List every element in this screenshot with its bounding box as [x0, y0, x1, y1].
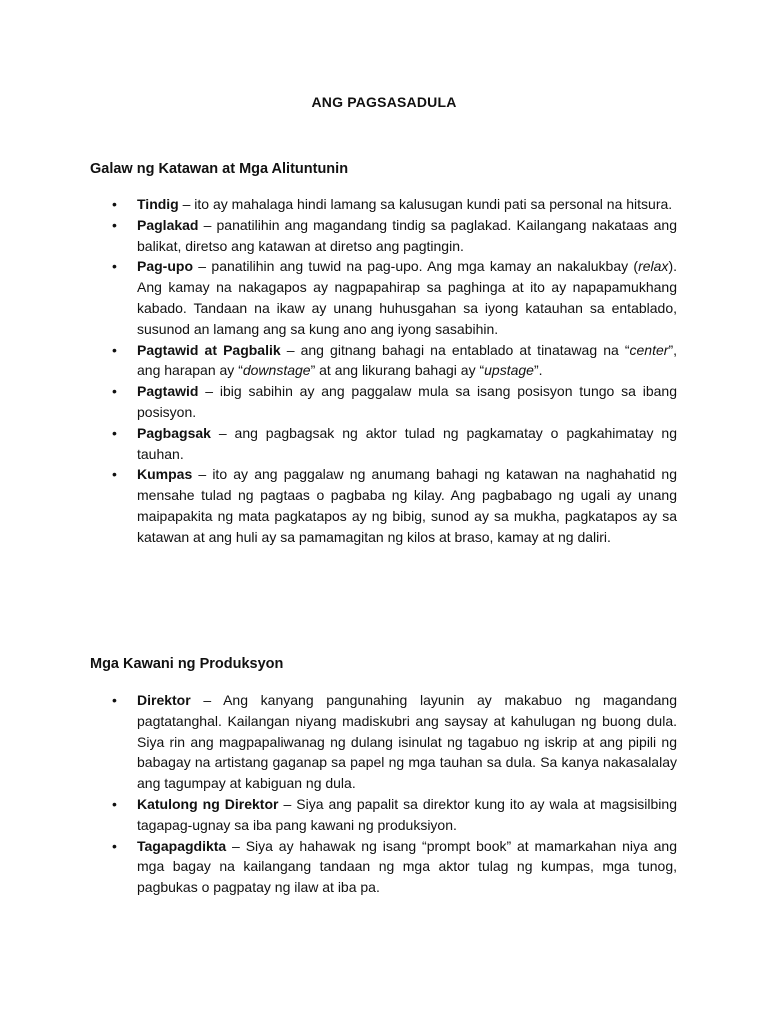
bullet-icon: •	[112, 466, 117, 483]
list-item-text: – panatilihin ang magandang tindig sa paglakad. Kailangang nakataas ang balikat, diretso ang katawan at diretso ang pagtingin.	[137, 216, 677, 254]
list-item-text: – ibig sabihin ay ang paggalaw mula sa isang posisyon tungo sa ibang posisyon.	[137, 383, 677, 420]
list-item-emphasis: upstage	[484, 362, 534, 379]
list-item-text: ”.	[533, 362, 543, 379]
bullet-icon: •	[112, 692, 117, 708]
list-item	[112, 256, 677, 339]
list-item-emphasis: downstage	[242, 362, 311, 379]
bullet-icon: •	[112, 383, 117, 400]
section-heading-galaw: Galaw ng Katawan at Mga Alituntunin	[90, 161, 349, 177]
bullet-icon: •	[112, 341, 117, 358]
list-item-text: – ito ay mahalaga hindi lamang sa kalusugan kundi pati sa personal na hitsura.	[178, 196, 673, 212]
section-heading-kawani: Mga Kawani ng Produksyon	[90, 656, 284, 672]
list-item	[112, 423, 677, 465]
list-item-text: ”, ang harapan ay “	[137, 341, 677, 379]
bullet-icon: •	[112, 837, 117, 854]
list-item-term: Kumpas	[137, 466, 193, 483]
list-item-term: Tindig	[137, 196, 179, 212]
list-item-text: – ang gitnang bahagi na entablado at tinatawag na “	[280, 341, 630, 358]
bullet-icon: •	[112, 196, 117, 212]
list-item-term: Tagapagdikta	[137, 837, 227, 854]
list-item-text: – panatilihin ang tuwid na pag-upo. Ang mga kamay an nakalukbay (	[193, 258, 639, 275]
list-item-text: – Siya ang papalit sa direktor kung ito ay wala at magsisilbing tagapag-ugnay sa iba pang kawani ng produksiyon.	[137, 795, 677, 833]
list-item-text: ” at ang likurang bahagi ay “	[310, 362, 485, 379]
bullet-icon: •	[112, 424, 117, 441]
list-item	[112, 690, 677, 794]
bullet-icon: •	[112, 258, 117, 275]
page-title: ANG PAGSASADULA	[311, 94, 457, 110]
galaw-list	[112, 194, 677, 548]
list-item-term: Paglakad	[137, 216, 199, 233]
list-item	[112, 340, 677, 382]
list-item-term: Pag-upo	[137, 258, 193, 275]
list-item	[112, 836, 677, 898]
list-item-term: Katulong ng Direktor	[137, 795, 279, 812]
list-item-term: Direktor	[137, 692, 191, 708]
list-item-emphasis: center	[629, 341, 669, 358]
list-item	[112, 381, 677, 423]
list-item-term: Pagbagsak	[137, 424, 211, 441]
list-item	[112, 794, 677, 836]
list-item-text: – ang pagbagsak ng aktor tulad ng pagkamatay o pagkahimatay ng tauhan.	[137, 424, 677, 462]
list-item	[112, 194, 677, 215]
list-item-term: Pagtawid	[137, 383, 199, 400]
bullet-icon: •	[112, 216, 117, 233]
list-item-term: Pagtawid at Pagbalik	[137, 341, 281, 358]
list-item-text: – Ang kanyang pangunahing layunin ay makabuo ng magandang pagtatanghal. Kailangan niyang madiskubri ang saysay at kahulugan ng buong dula. Siya rin ang magpapaliwanag ng dulang isinulat ng tagabuo ng iskrip at ang pipili ng babagay na artistang gaganap sa papel ng mga tauhan sa dula. Sa kanya nakasalalay ang tagumpay at kabiguan ng dula.	[137, 692, 677, 792]
kawani-list	[112, 690, 677, 898]
bullet-icon: •	[112, 795, 117, 812]
list-item-text: – Siya ay hahawak ng isang “prompt book” at mamarkahan niya ang mga bagay na kailangang tandaan ng mga aktor tulag ng kumpas, mga tunog, pagbukas o pagpatay ng ilaw at iba pa.	[137, 837, 677, 896]
list-item-emphasis: relax	[638, 258, 669, 275]
list-item-text: – ito ay ang paggalaw ng anumang bahagi ng katawan na naghahatid ng mensahe tulad ng pagtaas o pagbaba ng kilay. Ang pagbabago ng ugali ay unang maipapakita ng mata pagkatapos ay ng bibig, sunod ay sa mukha, pagkatapos ay sa katawan at ang huli ay sa pamamagitan ng kilos at braso, kamay at ng daliri.	[137, 466, 677, 545]
list-item	[112, 215, 677, 257]
list-item-text: ). Ang kamay na nakagapos ay nagpapahirap sa paghinga at ito ay napapamukhang kabado. Tandaan na ikaw ay unang huhusgahan sa iyong katauhan sa entablado, susunod an lamang ang sa kung ano ang iyong sasabihin.	[137, 258, 677, 337]
list-item	[112, 464, 677, 547]
